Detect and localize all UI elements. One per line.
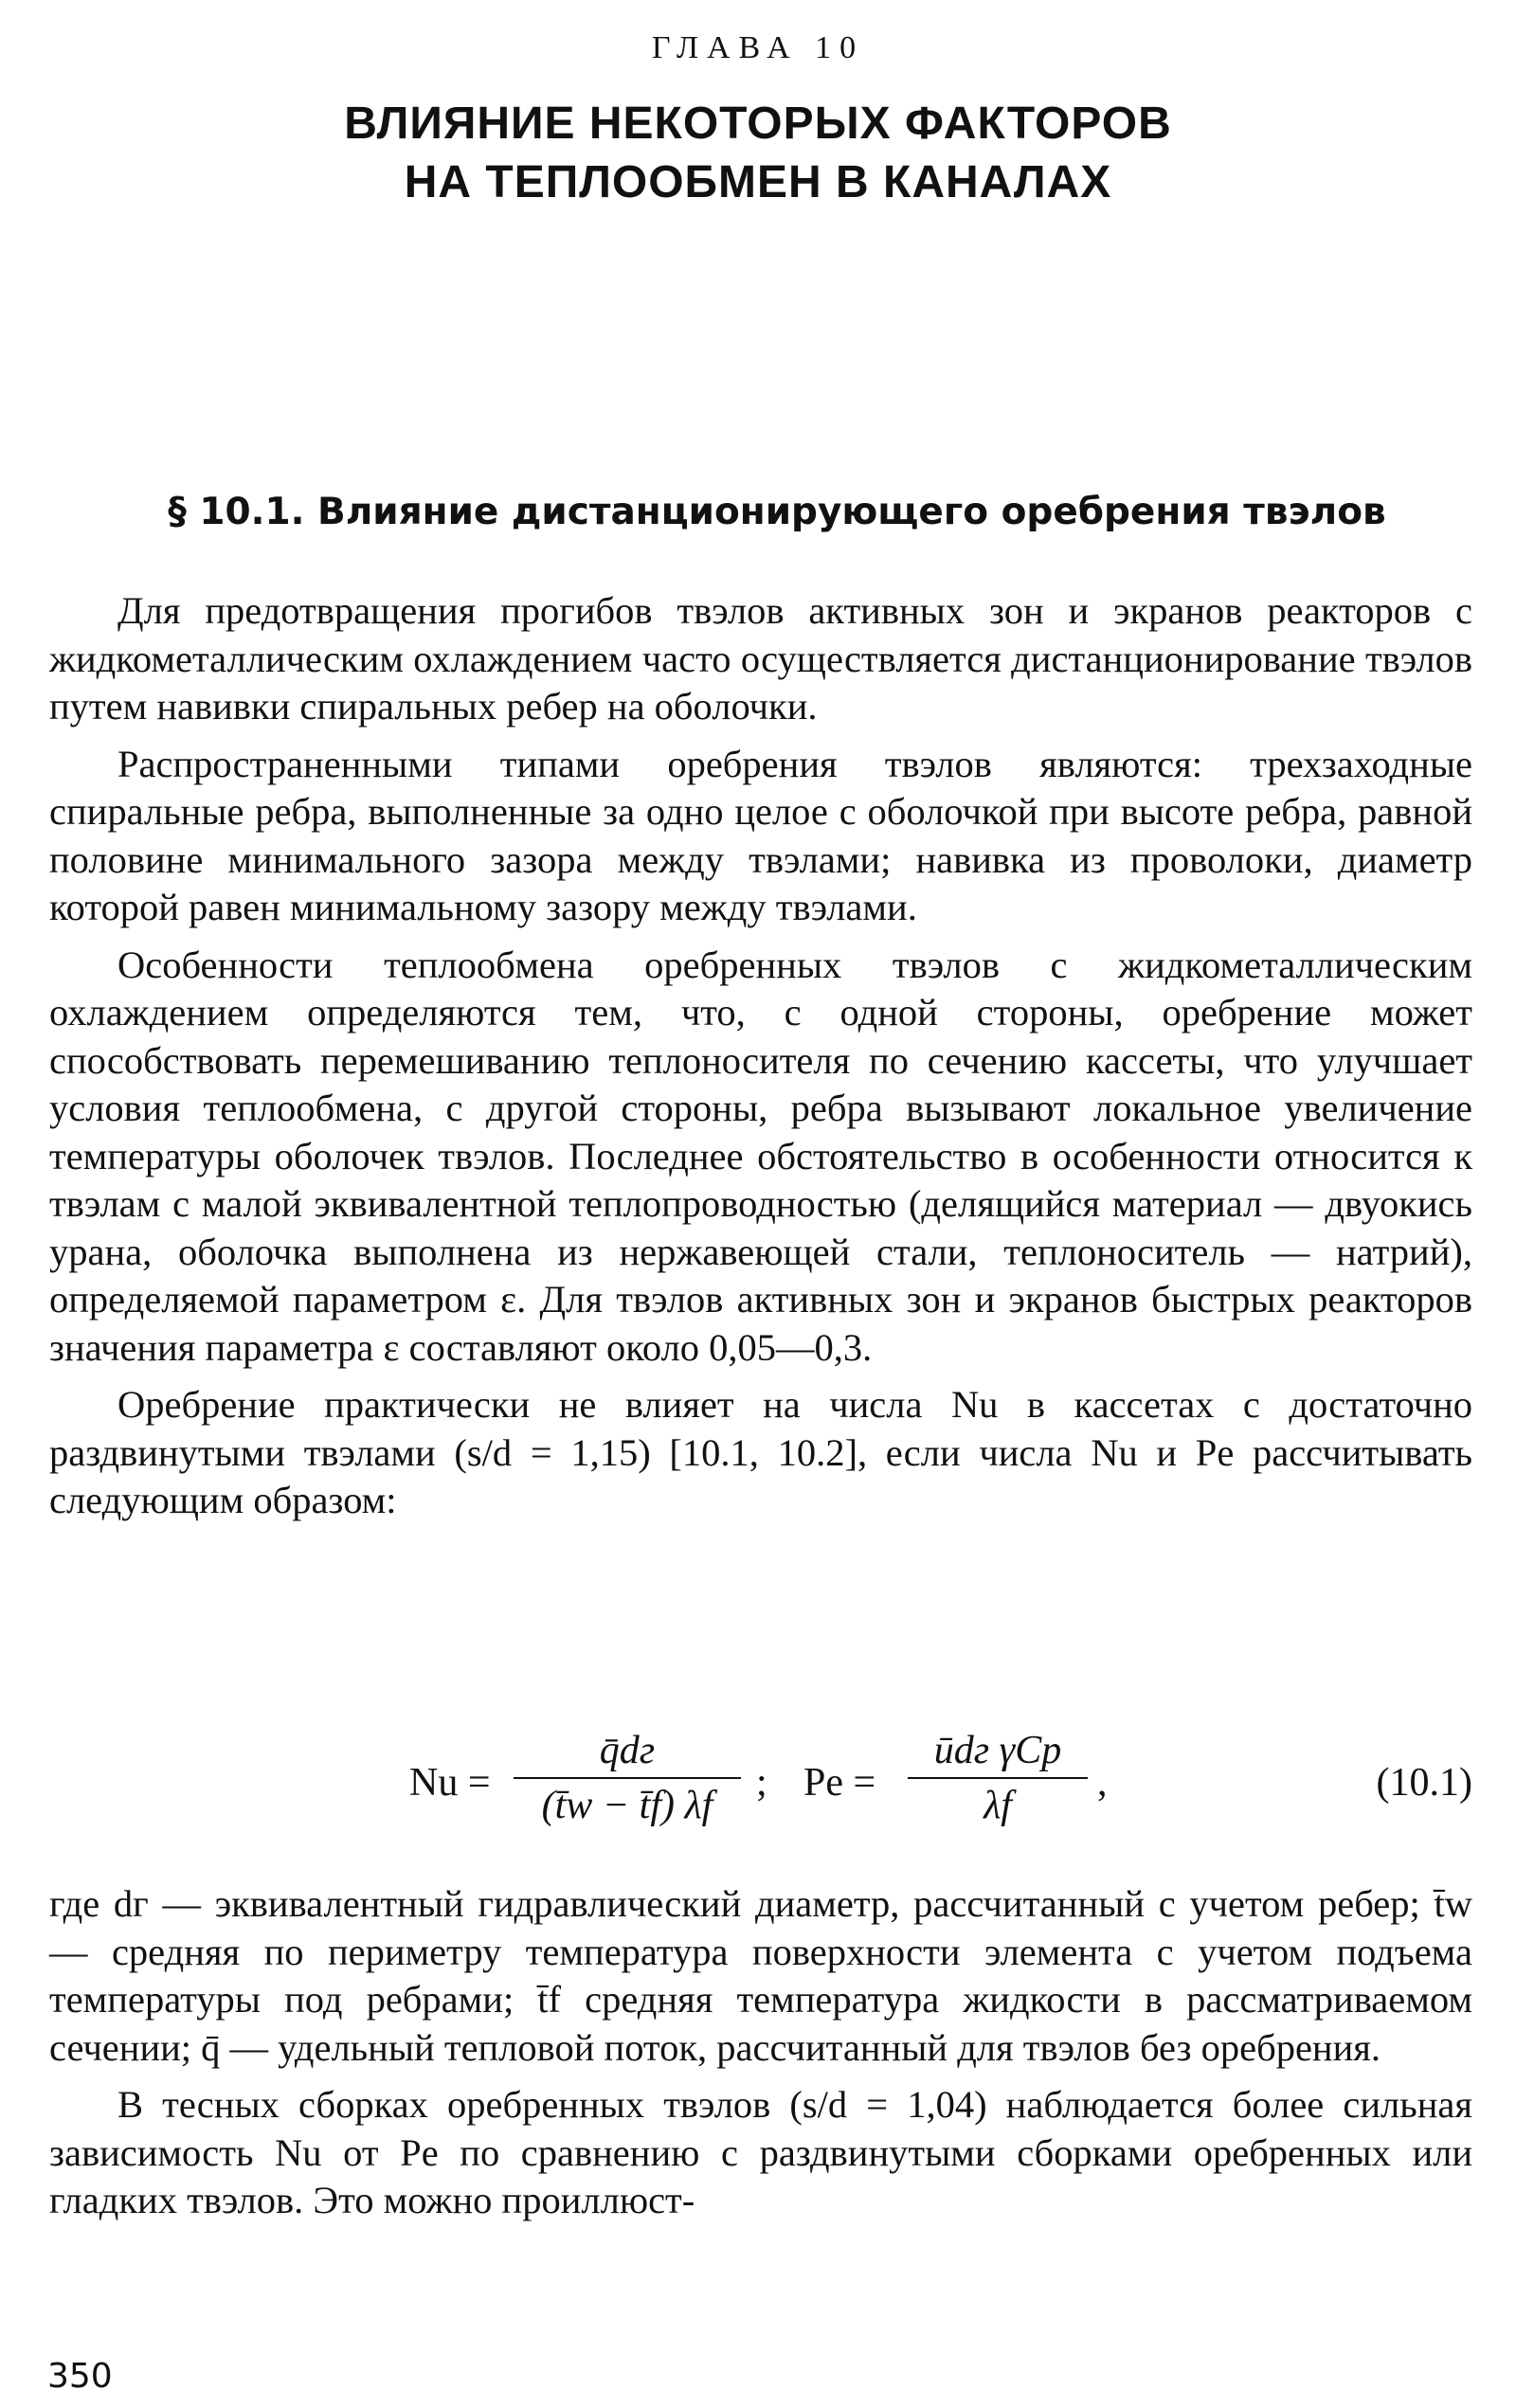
equation-10-1 bbox=[49, 1724, 1472, 1847]
pe-numerator: ūdг γCp bbox=[933, 1729, 1062, 1772]
formula-separator: ; bbox=[756, 1761, 767, 1805]
body-text-lower bbox=[49, 1880, 1472, 2235]
paragraph-2: Распространенными типами оребрения твэлов являются: трехзаходные спиральные ребра, выполненные за одно целое с оболочкой при высоте ребра, равной половине минимального зазора между твэлами; навивка из проволоки, диаметр которой равен минимальному зазору между твэлами. bbox=[49, 742, 1472, 928]
section-heading: § 10.1. Влияние дистанционирующего оребрения твэлов bbox=[168, 491, 1386, 533]
pe-fraction bbox=[908, 1728, 1088, 1828]
chapter-title bbox=[0, 95, 1516, 212]
paragraph-4: Оребрение практически не влияет на числа Nu в кассетах с достаточно раздвинутыми твэлами (s/d = 1,15) [10.1, 10.2], если числа Nu и Pe рассчитывать следующим образом: bbox=[49, 1383, 1472, 1521]
paragraph-5: где dг — эквивалентный гидравлический диаметр, рассчитанный с учетом ребер; t̄w — средняя по периметру температура поверхности элемента с учетом подъема температуры под ребрами; t̄f средняя температура жидкости в рассматриваемом сечении; q̄ — удельный тепловой поток, рассчитанный для твэлов без оребрения. bbox=[49, 1882, 1472, 2069]
chapter-title-line-1: ВЛИЯНИЕ НЕКОТОРЫХ ФАКТОРОВ bbox=[344, 99, 1172, 149]
nu-numerator: q̄dг bbox=[599, 1729, 656, 1772]
equation-number: (10.1) bbox=[1376, 1761, 1472, 1805]
pe-fraction-bar bbox=[908, 1777, 1088, 1779]
pe-denominator: λf bbox=[984, 1784, 1012, 1827]
chapter-title-line-2: НА ТЕПЛООБМЕН В КАНАЛАХ bbox=[404, 157, 1112, 207]
pe-label: Pe = bbox=[803, 1761, 876, 1805]
page-number: 350 bbox=[47, 2357, 113, 2396]
nu-fraction bbox=[514, 1728, 741, 1828]
nu-label: Nu = bbox=[409, 1761, 491, 1805]
body-text-upper bbox=[49, 587, 1472, 1535]
nu-fraction-bar bbox=[514, 1777, 741, 1779]
paragraph-3: Особенности теплообмена оребренных твэлов с жидкометаллическим охлаждением определяются тем, что, с одной стороны, оребрение может способствовать перемешиванию теплоносителя по сечению кассеты, что улучшает условия теплообмена, с другой стороны, ребра вызывают локальное увеличение температуры оболочек твэлов. Последнее обстоятельство в особенности относится к твэлам с малой эквивалентной теплопроводностью (делящийся материал — двуокись урана, оболочка выполнена из нержавеющей стали, теплоноситель — натрий), определяемой параметром ε. Для твэлов активных зон и экранов быстрых реакторов значения параметра ε составляют около 0,05—0,3. bbox=[49, 943, 1472, 1369]
paragraph-1: Для предотвращения прогибов твэлов активных зон и экранов реакторов с жидкометаллическим охлаждением часто осуществляется дистанционирование твэлов путем навивки спиральных ребер на оболочки. bbox=[49, 589, 1472, 728]
paragraph-6: В тесных сборках оребренных твэлов (s/d = 1,04) наблюдается более сильная зависимость Nu от Pe по сравнению с раздвинутыми сборками оребренных или гладких твэлов. Это можно проиллюст- bbox=[49, 2083, 1472, 2221]
chapter-label: ГЛАВА 10 bbox=[651, 30, 865, 65]
nu-denominator: (t̄w − t̄f) λf bbox=[541, 1784, 713, 1827]
formula-trailing-comma: , bbox=[1097, 1761, 1108, 1805]
